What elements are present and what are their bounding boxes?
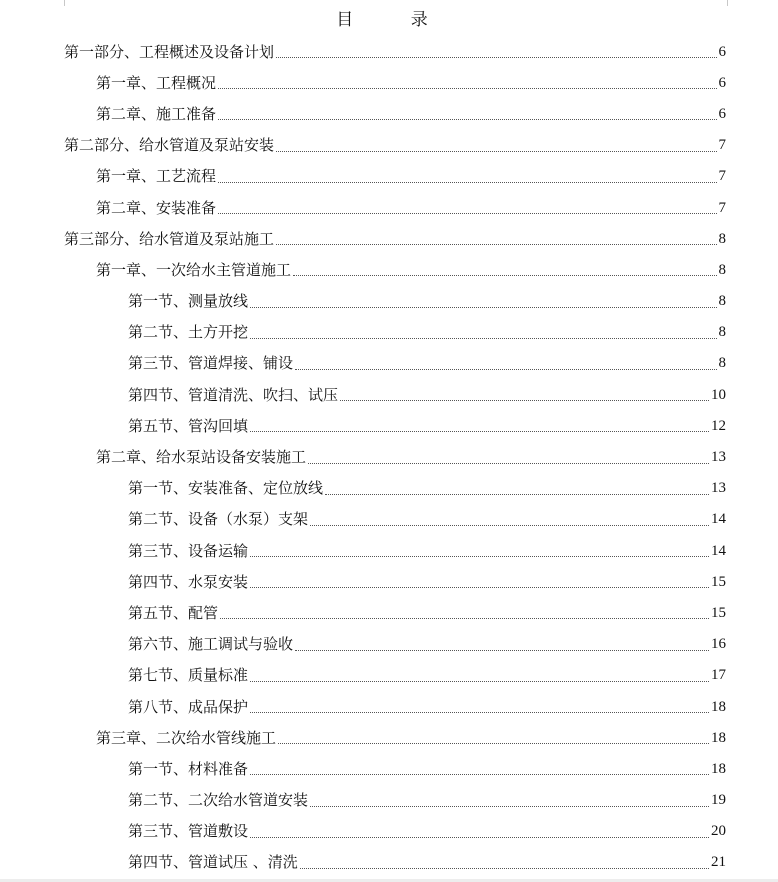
toc-entry[interactable] bbox=[64, 379, 726, 410]
toc-dot-leader bbox=[276, 151, 716, 152]
toc-dot-leader bbox=[250, 712, 709, 713]
toc-entry-page-number: 19 bbox=[711, 792, 726, 809]
toc-entry-label: 第四节、管道清洗、吹扫、试压 bbox=[128, 385, 339, 404]
toc-entry[interactable] bbox=[64, 566, 726, 597]
toc-entry[interactable] bbox=[64, 223, 726, 254]
toc-entry-page-number: 13 bbox=[711, 449, 726, 466]
toc-entry-page-number: 17 bbox=[711, 667, 726, 684]
toc-entry-label: 第三部分、给水管道及泵站施工 bbox=[64, 229, 275, 248]
toc-entry[interactable] bbox=[64, 691, 726, 722]
toc-entry-label: 第一节、材料准备 bbox=[128, 759, 249, 778]
toc-entry-page-number: 8 bbox=[718, 230, 726, 247]
page-corner-mark-right bbox=[727, 0, 728, 6]
toc-entry-page-number: 7 bbox=[718, 199, 726, 216]
toc-entry[interactable] bbox=[64, 410, 726, 441]
toc-dot-leader bbox=[278, 743, 709, 744]
toc-entry-page-number: 8 bbox=[718, 261, 726, 278]
toc-entry-label: 第一节、安装准备、定位放线 bbox=[128, 479, 324, 498]
toc-entry-label: 第一章、工艺流程 bbox=[96, 167, 217, 186]
toc-entry[interactable] bbox=[64, 660, 726, 691]
toc-entry[interactable] bbox=[64, 254, 726, 285]
toc-entry-page-number: 10 bbox=[711, 386, 726, 403]
toc-dot-leader bbox=[293, 275, 716, 276]
toc-dot-leader bbox=[218, 88, 716, 89]
toc-entry[interactable] bbox=[64, 130, 726, 161]
toc-dot-leader bbox=[250, 338, 716, 339]
toc-dot-leader bbox=[310, 525, 709, 526]
toc-dot-leader bbox=[250, 307, 716, 308]
toc-dot-leader bbox=[250, 837, 709, 838]
toc-entry-page-number: 14 bbox=[711, 511, 726, 528]
toc-entry-label: 第八节、成品保护 bbox=[128, 697, 249, 716]
toc-entry-label: 第二部分、给水管道及泵站安装 bbox=[64, 136, 275, 155]
toc-entry-page-number: 6 bbox=[718, 105, 726, 122]
toc-entry-label: 第七节、质量标准 bbox=[128, 666, 249, 685]
toc-entry-page-number: 6 bbox=[718, 74, 726, 91]
page-corner-mark-left bbox=[64, 0, 65, 6]
toc-entry[interactable] bbox=[64, 441, 726, 472]
toc-entry-label: 第二节、土方开挖 bbox=[128, 323, 249, 342]
toc-entry[interactable] bbox=[64, 98, 726, 129]
toc-entry-page-number: 8 bbox=[718, 324, 726, 341]
toc-entry-label: 第六节、施工调试与验收 bbox=[128, 635, 294, 654]
toc-entry-label: 第二节、设备（水泵）支架 bbox=[128, 510, 309, 529]
toc-entry[interactable] bbox=[64, 504, 726, 535]
toc-dot-leader bbox=[325, 494, 709, 495]
toc-entry-label: 第一节、测量放线 bbox=[128, 292, 249, 311]
toc-entry-page-number: 15 bbox=[711, 604, 726, 621]
toc-entry-page-number: 14 bbox=[711, 542, 726, 559]
toc-entry-page-number: 18 bbox=[711, 729, 726, 746]
toc-entry[interactable] bbox=[64, 722, 726, 753]
toc-entry-label: 第一部分、工程概述及设备计划 bbox=[64, 42, 275, 61]
toc-dot-leader bbox=[295, 369, 716, 370]
toc-entry-label: 第五节、管沟回填 bbox=[128, 416, 249, 435]
toc-dot-leader bbox=[276, 244, 716, 245]
toc-entry-page-number: 18 bbox=[711, 698, 726, 715]
toc-entry[interactable] bbox=[64, 597, 726, 628]
toc-entry-label: 第四节、管道试压 、清洗 bbox=[128, 853, 298, 872]
toc-entry[interactable] bbox=[64, 286, 726, 317]
toc-entry-page-number: 13 bbox=[711, 480, 726, 497]
toc-dot-leader bbox=[300, 868, 709, 869]
toc-entry-page-number: 8 bbox=[718, 355, 726, 372]
toc-entry-page-number: 8 bbox=[718, 293, 726, 310]
toc-entry-label: 第三节、管道焊接、铺设 bbox=[128, 354, 294, 373]
toc-entry-label: 第二节、二次给水管道安装 bbox=[128, 791, 309, 810]
toc-dot-leader bbox=[310, 806, 709, 807]
toc-entry-label: 第三节、管道敷设 bbox=[128, 822, 249, 841]
toc-entry-page-number: 7 bbox=[718, 168, 726, 185]
toc-entry[interactable] bbox=[64, 317, 726, 348]
toc-entry-label: 第二章、施工准备 bbox=[96, 104, 217, 123]
toc-dot-leader bbox=[276, 57, 716, 58]
toc-dot-leader bbox=[250, 774, 709, 775]
toc-dot-leader bbox=[308, 463, 709, 464]
toc-entry[interactable] bbox=[64, 348, 726, 379]
toc-entry[interactable] bbox=[64, 785, 726, 816]
toc-dot-leader bbox=[218, 182, 716, 183]
toc-entry[interactable] bbox=[64, 473, 726, 504]
toc-dot-leader bbox=[220, 618, 709, 619]
toc-entry[interactable] bbox=[64, 847, 726, 878]
toc-entry[interactable] bbox=[64, 192, 726, 223]
toc-dot-leader bbox=[250, 556, 709, 557]
toc-title: 目 录 bbox=[336, 10, 454, 30]
toc-entry-page-number: 21 bbox=[711, 854, 726, 871]
toc-entry-page-number: 18 bbox=[711, 760, 726, 777]
toc-dot-leader bbox=[250, 681, 709, 682]
toc-entry-label: 第三章、二次给水管线施工 bbox=[96, 728, 277, 747]
toc-dot-leader bbox=[250, 431, 709, 432]
toc-entry-label: 第一章、工程概况 bbox=[96, 73, 217, 92]
toc-entry[interactable] bbox=[64, 629, 726, 660]
toc-entry[interactable] bbox=[64, 67, 726, 98]
toc-entry-label: 第二章、给水泵站设备安装施工 bbox=[96, 448, 307, 467]
toc-entry-page-number: 6 bbox=[718, 43, 726, 60]
toc-entry[interactable] bbox=[64, 161, 726, 192]
toc-dot-leader bbox=[218, 213, 716, 214]
toc-dot-leader bbox=[340, 400, 709, 401]
table-of-contents bbox=[64, 36, 726, 878]
toc-entry-label: 第一章、一次给水主管道施工 bbox=[96, 260, 292, 279]
toc-entry-page-number: 7 bbox=[718, 137, 726, 154]
toc-entry-label: 第五节、配管 bbox=[128, 603, 219, 622]
toc-entry[interactable] bbox=[64, 535, 726, 566]
toc-entry[interactable] bbox=[64, 816, 726, 847]
toc-dot-leader bbox=[295, 650, 709, 651]
toc-entry[interactable] bbox=[64, 36, 726, 67]
toc-entry-page-number: 20 bbox=[711, 823, 726, 840]
toc-dot-leader bbox=[218, 119, 716, 120]
toc-entry-label: 第四节、水泵安装 bbox=[128, 572, 249, 591]
toc-entry-page-number: 15 bbox=[711, 573, 726, 590]
toc-entry-page-number: 12 bbox=[711, 417, 726, 434]
toc-entry-page-number: 16 bbox=[711, 636, 726, 653]
toc-entry-label: 第三节、设备运输 bbox=[128, 541, 249, 560]
toc-dot-leader bbox=[250, 587, 709, 588]
toc-entry[interactable] bbox=[64, 753, 726, 784]
toc-entry-label: 第二章、安装准备 bbox=[96, 198, 217, 217]
